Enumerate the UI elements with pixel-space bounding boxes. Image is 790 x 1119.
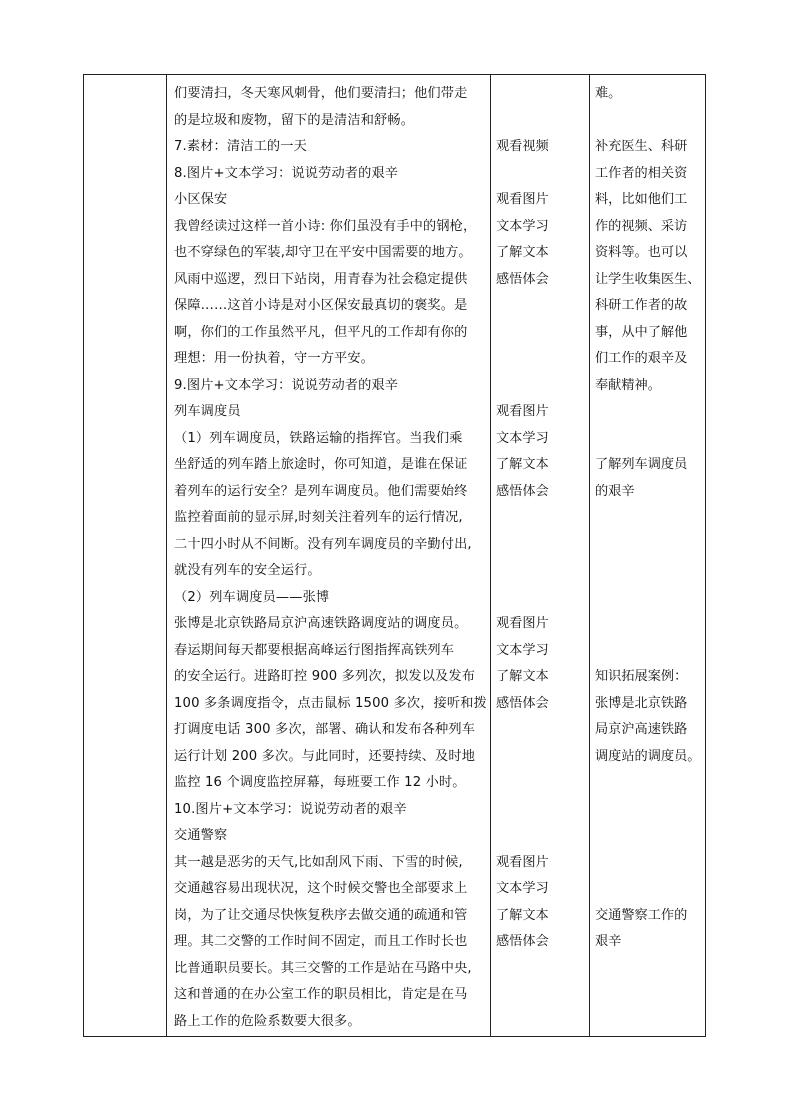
note-line: 艰辛 — [595, 934, 622, 949]
note-line: 事，从中了解他 — [595, 324, 688, 340]
activity-line: 了解文本 — [496, 669, 549, 684]
note-line — [595, 585, 705, 612]
activity-line: 观看图片 — [496, 404, 549, 419]
note-line: 调度站的调度员。 — [595, 748, 701, 764]
content-line: 监控着面前的显示屏,时刻关注着列车的运行情况, — [174, 510, 463, 525]
teaching-content-cell — [174, 81, 486, 1035]
student-activity — [496, 81, 586, 956]
activity-line — [496, 320, 586, 347]
note-line: 张博是北京铁路 — [595, 695, 688, 711]
teaching-content — [174, 81, 486, 1035]
activity-line — [496, 744, 586, 771]
content-line: 就没有列车的安全运行。 — [174, 563, 321, 578]
note-line: 让学生收集医生、 — [595, 271, 701, 287]
content-line: 我曾经读过这样一首小诗: 你们虽没有手中的钢枪， — [174, 218, 477, 234]
note-line: 的艰辛 — [595, 483, 635, 499]
activity-line: 感悟体会 — [496, 271, 549, 287]
design-notes — [595, 81, 705, 956]
design-notes-cell — [595, 81, 705, 956]
activity-line: 文本学习 — [496, 430, 549, 446]
note-line: 工作者的相关资 — [595, 165, 688, 181]
student-activity-cell — [496, 81, 586, 956]
activity-line — [496, 81, 586, 108]
activity-line: 文本学习 — [496, 218, 549, 234]
note-line: 奉献精神。 — [595, 377, 661, 393]
note-line: 局京沪高速铁路 — [595, 722, 688, 737]
content-line: 打调度电话 300 多次，部署、确认和发布各种列车 — [174, 722, 476, 737]
content-line: 交通越容易出现状况，这个时候交警也全部要求上 — [174, 881, 468, 896]
content-line: 8.图片+文本学习：说说劳动者的艰辛 — [174, 165, 399, 181]
activity-line — [496, 346, 586, 373]
column-divider — [490, 75, 491, 1036]
activity-line: 了解文本 — [496, 245, 549, 260]
activity-line — [496, 108, 586, 135]
content-line: 路上工作的危险系数要大很多。 — [174, 1013, 361, 1029]
note-line: 了解列车调度员 — [595, 457, 688, 472]
activity-line — [496, 717, 586, 744]
activity-line — [496, 558, 586, 585]
content-line: 列车调度员 — [174, 404, 241, 419]
note-line — [595, 399, 705, 426]
note-line — [595, 876, 705, 903]
content-line: 着列车的运行安全？是列车调度员。他们需要始终 — [174, 483, 468, 499]
content-line: 理想：用一份执着，守一方平安。 — [174, 351, 375, 366]
activity-line: 观看图片 — [496, 192, 549, 207]
column-divider — [166, 75, 167, 1036]
content-line: 保障……这首小诗是对小区保安最真切的褒奖。是 — [174, 298, 468, 313]
note-line — [595, 505, 705, 532]
activity-line — [496, 797, 586, 824]
content-line: 张博是北京铁路局京沪高速铁路调度站的调度员。 — [174, 616, 468, 631]
note-line — [595, 426, 705, 453]
content-line: 7.素材：清洁工的一天 — [174, 139, 307, 154]
activity-line: 观看图片 — [496, 616, 549, 631]
activity-line: 了解文本 — [496, 907, 549, 923]
note-line — [595, 850, 705, 877]
note-line: 难。 — [595, 86, 622, 101]
note-line — [595, 108, 705, 135]
note-line — [595, 532, 705, 559]
note-line: 科研工作者的故 — [595, 298, 688, 313]
content-line: 岗，为了让交通尽快恢复秩序去做交通的疏通和管 — [174, 907, 468, 923]
activity-line: 文本学习 — [496, 642, 549, 658]
content-line: 啊，你们的工作虽然平凡，但平凡的工作却有你的 — [174, 324, 468, 340]
content-line: 春运期间每天都要根据高峰运行图指挥高铁列车 — [174, 642, 455, 658]
content-line: 风雨中巡逻，烈日下站岗，用青春为社会稳定提供 — [174, 271, 468, 287]
note-line — [595, 638, 705, 665]
activity-line: 感悟体会 — [496, 934, 549, 949]
content-line: 这和普通的在办公室工作的职员相比，肯定是在马 — [174, 987, 468, 1002]
content-line: 比普通职员要长。其三交警的工作是站在马路中央, — [174, 960, 472, 976]
note-line — [595, 558, 705, 585]
note-line: 知识拓展案例： — [595, 669, 688, 684]
note-line — [595, 770, 705, 797]
activity-line — [496, 770, 586, 797]
content-line: 小区保安 — [174, 192, 228, 207]
section-cell-empty — [84, 75, 166, 1036]
content-line: 坐舒适的列车踏上旅途时，你可知道，是谁在保证 — [174, 457, 468, 472]
content-line: （2）列车调度员——张博 — [174, 589, 330, 605]
lesson-table — [83, 74, 706, 1037]
content-line: 100 多条调度指令，点击鼠标 1500 多次，接听和拨 — [174, 695, 487, 711]
activity-line: 观看视频 — [496, 139, 549, 154]
content-line: 其一越是恶劣的天气,比如刮风下雨、下雪的时候, — [174, 854, 463, 870]
note-line — [595, 797, 705, 824]
activity-line: 了解文本 — [496, 457, 549, 472]
content-line: 的安全运行。进路盯控 900 多列次，拟发以及发布 — [174, 669, 476, 684]
content-line: 们要清扫，冬天寒风刺骨，他们要清扫；他们带走 — [174, 86, 468, 101]
note-line — [595, 823, 705, 850]
content-line: （1）列车调度员，铁路运输的指挥官。当我们乘 — [174, 430, 463, 446]
note-line: 补充医生、科研 — [595, 139, 688, 154]
content-line: 二十四小时从不间断。没有列车调度员的辛勤付出, — [174, 536, 472, 552]
note-line — [595, 611, 705, 638]
note-line: 作的视频、采访 — [595, 218, 688, 234]
note-line: 交通警察工作的 — [595, 907, 688, 923]
activity-line — [496, 532, 586, 559]
activity-line: 文本学习 — [496, 881, 549, 896]
content-line: 监控 16 个调度监控屏幕，每班要工作 12 小时。 — [174, 775, 466, 790]
note-line: 资料等。也可以 — [595, 245, 688, 260]
activity-line — [496, 373, 586, 400]
content-line: 运行计划 200 多次。与此同时，还要持续、及时地 — [174, 748, 476, 764]
activity-line — [496, 293, 586, 320]
content-line: 理。其二交警的工作时间不固定，而且工作时长也 — [174, 934, 468, 949]
activity-line: 观看图片 — [496, 854, 549, 870]
note-line: 们工作的艰辛及 — [595, 351, 688, 366]
content-line: 9.图片+文本学习：说说劳动者的艰辛 — [174, 377, 399, 393]
content-line: 的是垃圾和废物，留下的是清洁和舒畅。 — [174, 112, 415, 128]
content-line: 10.图片+文本学习：说说劳动者的艰辛 — [174, 801, 407, 817]
activity-line: 感悟体会 — [496, 483, 549, 499]
activity-line: 感悟体会 — [496, 695, 549, 711]
activity-line — [496, 161, 586, 188]
content-line: 也不穿绿色的军装,却守卫在平安中国需要的地方。 — [174, 245, 472, 260]
activity-line — [496, 585, 586, 612]
activity-line — [496, 505, 586, 532]
content-line: 交通警察 — [174, 828, 228, 843]
activity-line — [496, 823, 586, 850]
note-line: 料，比如他们工 — [595, 192, 688, 207]
column-divider — [589, 75, 590, 1036]
